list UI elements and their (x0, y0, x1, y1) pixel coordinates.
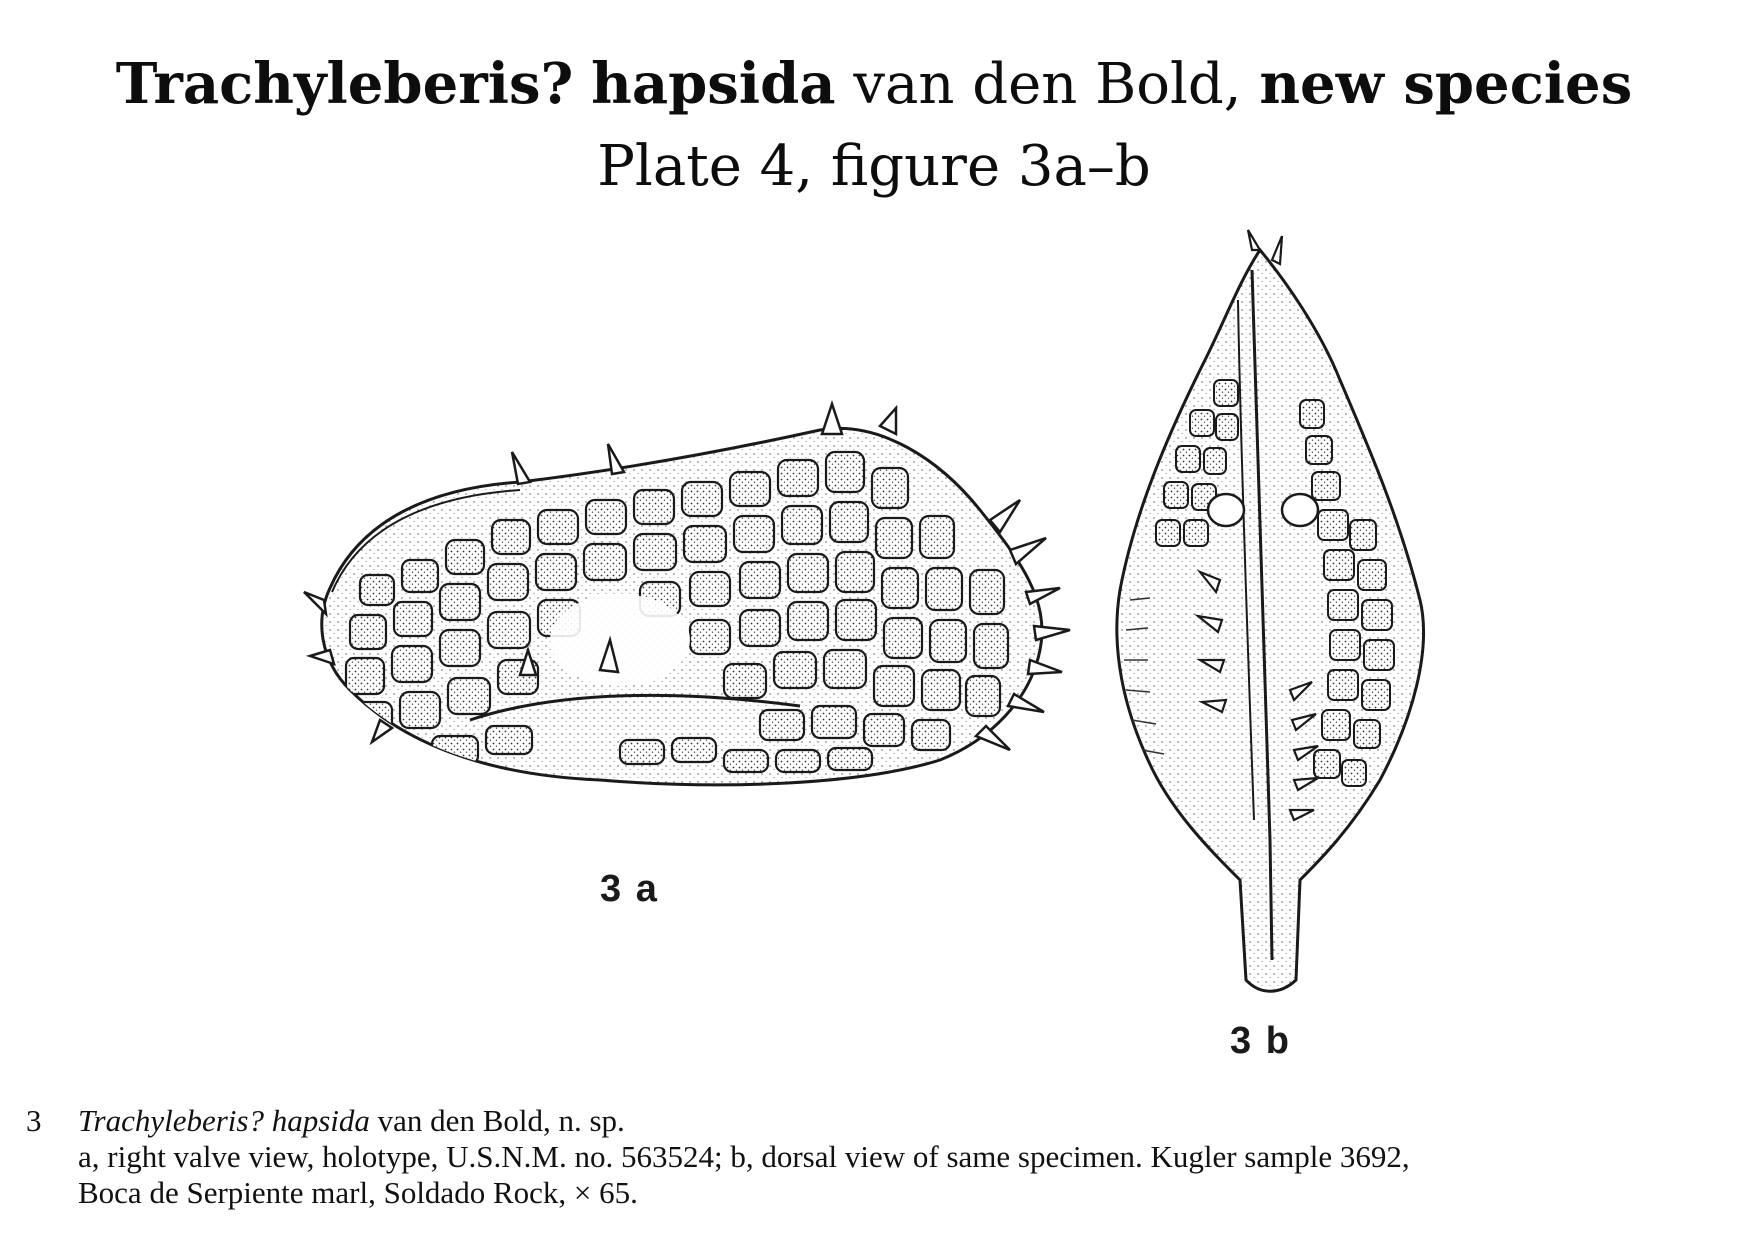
status-text: new species (1259, 51, 1633, 117)
author-name: van den Bold, (853, 52, 1242, 117)
plate-reference: Plate 4, figure 3a–b (597, 134, 1151, 199)
genus-name: Trachyleberis? (115, 51, 574, 117)
species-heading (0, 44, 1748, 125)
specimen-3a (304, 404, 1070, 785)
caption-line-1 (78, 1103, 625, 1139)
figure-label-3a: 3 a (600, 868, 659, 910)
figure-label-3b: 3 b (1230, 1020, 1291, 1062)
caption-line-3: Boca de Serpiente marl, Soldado Rock, × 65. (78, 1175, 638, 1210)
specimen-3b (1117, 230, 1424, 991)
specimen-illustrations (0, 220, 1748, 1100)
species-name: hapsida (591, 51, 836, 117)
caption-line-2: a, right valve view, holotype, U.S.N.M. no. 563524; b, dorsal view of same specimen. Kugler sample 3692, (78, 1139, 1410, 1174)
caption-taxon: Trachyleberis? hapsida (78, 1103, 370, 1138)
caption-author: van den Bold, n. sp. (377, 1103, 625, 1138)
figure-area (0, 220, 1748, 1100)
caption-number: 3 (26, 1103, 42, 1138)
